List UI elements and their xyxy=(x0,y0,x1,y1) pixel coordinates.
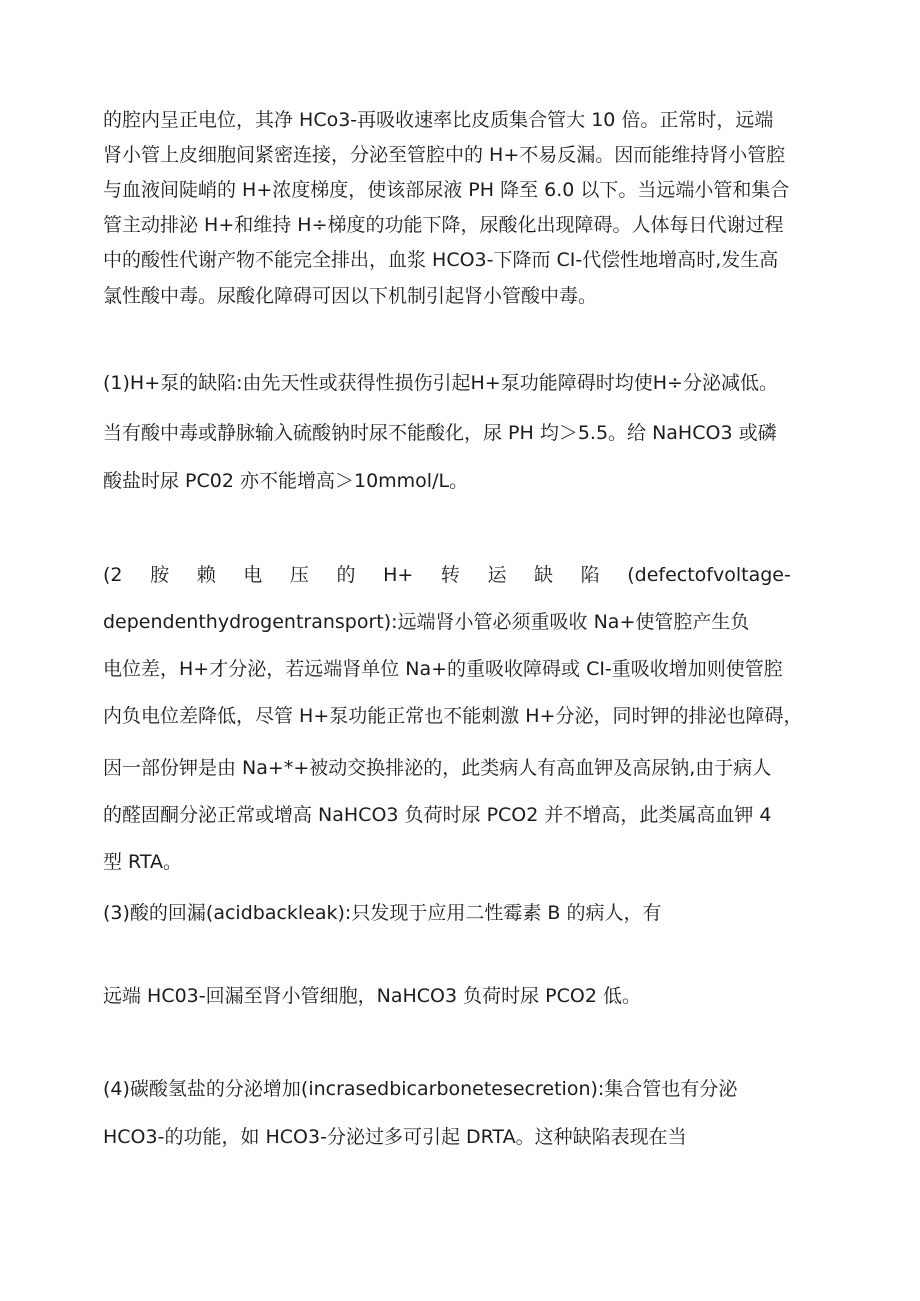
text-line: 管主动排泌 H+和维持 H÷梯度的功能下降，尿酸化出现障碍。人体每日代谢过程 xyxy=(103,214,784,236)
text-line: 远端 HC03-回漏至肾小管细胞，NaHCO3 负荷时尿 PCO2 低。 xyxy=(103,985,641,1007)
text-line: 型 RTA。 xyxy=(103,851,182,873)
text-line: (1)H+泵的缺陷:由先天性或获得性损伤引起H+泵功能障碍时均使H÷分泌减低。 xyxy=(103,372,778,394)
word: 胺 xyxy=(150,564,170,586)
text-line: 内负电位差降低，尽管 H+泵功能正常也不能刺激 H+分泌，同时钾的排泌也障碍， xyxy=(103,705,803,727)
word: (defectofvoltage- xyxy=(627,564,791,586)
text-line: (4)碳酸氢盐的分泌增加(incrasedbicarbonetesecretion):集合管也有分泌 xyxy=(103,1078,738,1100)
word: 缺 xyxy=(534,564,554,586)
text-line: 中的酸性代谢产物不能完全排出，血浆 HCO3-下降而 CI-代偿性地增高时,发生高 xyxy=(103,249,779,271)
text-line: 因一部份钾是由 Na+*+被动交换排泌的，此类病人有高血钾及高尿钠,由于病人 xyxy=(103,757,772,779)
text-line-justified xyxy=(103,562,791,588)
text-line: dependenthydrogentransport):远端肾小管必须重吸收 Na+使管腔产生负 xyxy=(103,611,750,633)
word: 赖 xyxy=(196,564,216,586)
text-line: 当有酸中毒或静脉输入硫酸钠时尿不能酸化，尿 PH 均＞5.5。给 NaHCO3 或磷 xyxy=(103,422,777,444)
text-line: 酸盐时尿 PC02 亦不能增高＞10mmol/L。 xyxy=(103,470,469,492)
text-line: 电位差，H+才分泌，若远端肾单位 Na+的重吸收障碍或 CI-重吸收增加则使管腔 xyxy=(103,658,783,680)
word: 陷 xyxy=(580,564,600,586)
text-line: 氯性酸中毒。尿酸化障碍可因以下机制引起肾小管酸中毒。 xyxy=(103,285,598,307)
text-line: 与血液间陡峭的 H+浓度梯度，使该部尿液 PH 降至 6.0 以下。当远端小管和集合 xyxy=(103,179,790,201)
text-line: 肾小管上皮细胞间紧密连接，分泌至管腔中的 H+不易反漏。因而能维持肾小管腔 xyxy=(103,144,786,166)
word: 电 xyxy=(243,564,263,586)
word: (2 xyxy=(103,564,123,586)
word: 转 xyxy=(440,564,460,586)
word: H+ xyxy=(383,564,414,586)
word: 运 xyxy=(487,564,507,586)
text-line: 的醛固酮分泌正常或增高 NaHCO3 负荷时尿 PCO2 并不增高，此类属高血钾 4 xyxy=(103,804,772,826)
text-line: (3)酸的回漏(acidbackleak):只发现于应用二性霉素 B 的病人，有 xyxy=(103,902,662,924)
word: 的 xyxy=(336,564,356,586)
word: 压 xyxy=(289,564,309,586)
text-line: HCO3-的功能，如 HCO3-分泌过多可引起 DRTA。这种缺陷表现在当 xyxy=(103,1126,687,1148)
text-line: 的腔内呈正电位，其净 HCo3-再吸收速率比皮质集合管大 10 倍。正常时，远端 xyxy=(103,109,774,131)
